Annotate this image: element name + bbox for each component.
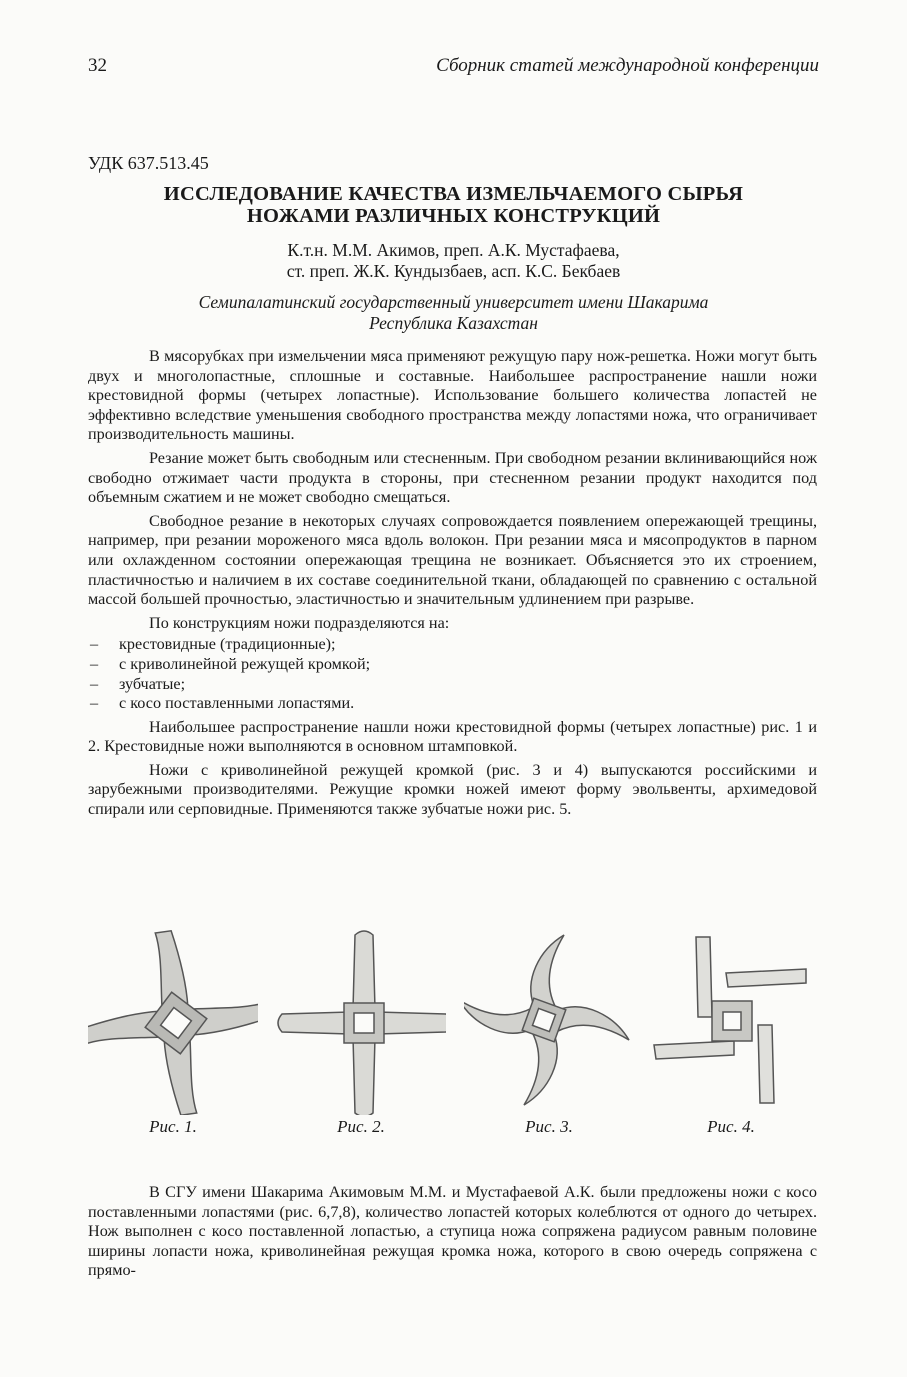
affiliation-line-2: Республика Казахстан <box>369 313 538 333</box>
body-text-top <box>88 347 817 824</box>
figure-1-caption: Рис. 1. <box>149 1117 197 1136</box>
authors-line-1: К.т.н. М.М. Акимов, преп. А.К. Мустафаева, <box>287 240 620 260</box>
paragraph-4: По конструкциям ножи подразделяются на: <box>149 613 450 632</box>
paragraph-2: Резание может быть свободным или стесненным. При свободном резании вклинивающийся нож свободно отжимает части продукта в стороны, при стесненном резании продукт находится под объемным сжатием и не может свободно смещаться. <box>88 448 817 507</box>
list-item: – крестовидные (традиционные); <box>88 635 817 655</box>
title-line-1: ИССЛЕДОВАНИЕ КАЧЕСТВА ИЗМЕЛЬЧАЕМОГО СЫРЬЯ <box>163 183 744 205</box>
authors <box>88 240 819 282</box>
figure-3 <box>464 925 634 1140</box>
cross-knife-straight-icon <box>276 925 446 1115</box>
journal-title: Сборник статей международной конференции <box>436 55 819 76</box>
list-item: – с криволинейной режущей кромкой; <box>88 655 817 675</box>
authors-line-2: ст. преп. Ж.К. Кундызбаев, асп. К.С. Бекбаев <box>286 261 621 281</box>
title-line-2: НОЖАМИ РАЗЛИЧНЫХ КОНСТРУКЦИЙ <box>246 205 661 227</box>
udk-code: УДК 637.513.45 <box>88 153 209 173</box>
curved-knife-l-shaped-icon <box>646 925 816 1115</box>
page-number: 32 <box>88 55 107 76</box>
body-text-bottom <box>88 1183 817 1285</box>
running-header <box>88 55 819 85</box>
affiliation-line-1: Семипалатинский государственный университет имени Шакарима <box>198 292 709 312</box>
figure-4-caption: Рис. 4. <box>707 1117 755 1136</box>
paragraph-6: Ножи с криволинейной режущей кромкой (рис. 3 и 4) выпускаются российскими и зарубежными производителями. Режущие кромки ножей имеют форму эвольвенты, архимедовой спирали или серповидные. Применяются также зубчатые ножи рис. 5. <box>88 760 817 819</box>
figure-2 <box>276 925 446 1140</box>
figure-4 <box>646 925 816 1140</box>
figure-1 <box>88 925 258 1140</box>
article-title <box>88 183 819 227</box>
list-item: – зубчатые; <box>88 675 817 695</box>
paragraph-5: Наибольшее распространение нашли ножи крестовидной формы (четырех лопастные) рис. 1 и 2. Крестовидные ножи выполняются в основном штамповкой. <box>88 717 817 756</box>
paragraph-3: Свободное резание в некоторых случаях сопровождается появлением опережающей трещины, например, при резании мороженого мяса вдоль волокон. При резании мяса и мясопродуктов в парном или охлажденном состоянии опережающая трещина не возникает. Объясняется это их строением, пластичностью и наличием в их составе соединительной ткани, обладающей по сравнению с остальной массой большей прочностью, эластичностью и значительным удлинением при разрыве. <box>88 511 817 609</box>
affiliation <box>88 292 819 334</box>
cross-knife-icon <box>88 925 258 1115</box>
paragraph-1: В мясорубках при измельчении мяса применяют режущую пару нож-решетка. Ножи могут быть двух и многолопастные, сплошные и составные. Наибольшее распространение нашли ножи крестовидной формы (четырех лопастные). Использование большего количества лопастей не эффективно вследствие уменьшения свободного пространства между лопастями ножа, что ограничивает производительность машины. <box>88 347 817 444</box>
figure-2-caption: Рис. 2. <box>337 1117 385 1136</box>
figure-3-caption: Рис. 3. <box>525 1117 573 1136</box>
paragraph-7: В СГУ имени Шакарима Акимовым М.М. и Мустафаевой А.К. были предложены ножи с косо поставленными лопастями (рис. 6,7,8), количество лопастей которых колеблются от одного до четырех. Нож выполнен с косо поставленной лопастью, а ступица ножа сопряжена радиусом равным половине ширины лопасти ножа, криволинейная режущая кромка ножа, которого в свою очередь сопряжена с прямо- <box>88 1183 817 1280</box>
curved-knife-icon <box>464 925 634 1115</box>
knife-types-list <box>88 635 817 713</box>
figure-row <box>88 925 817 1140</box>
list-item: – с косо поставленными лопастями. <box>88 694 817 714</box>
